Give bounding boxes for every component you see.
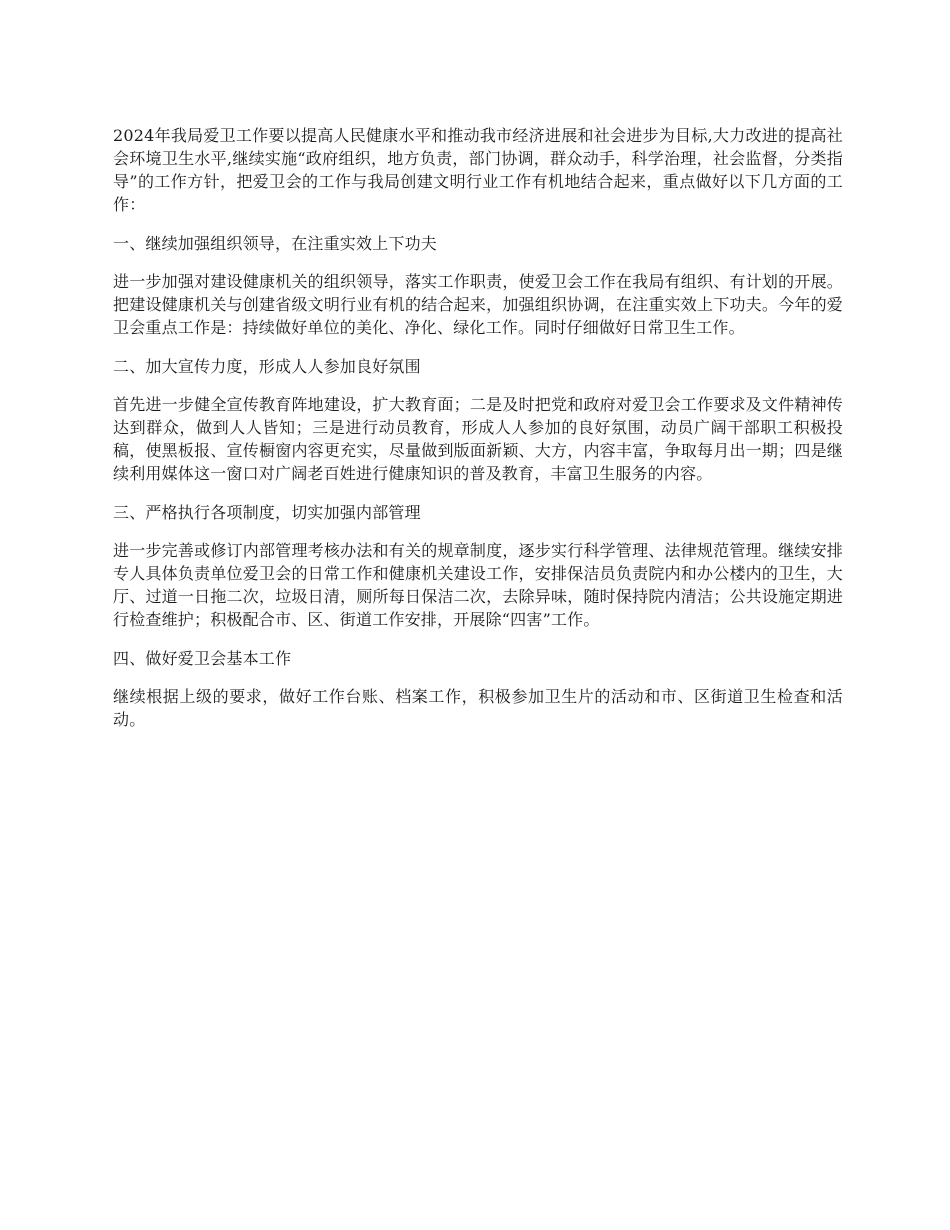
- section-2-body: 首先进一步健全宣传教育阵地建设，扩大教育面；二是及时把党和政府对爱卫会工作要求及文件精神传达到群众，做到人人皆知；三是进行动员教育，形成人人参加的良好氛围，动员广阔干部职工积极投稿，使黑板报、宣传橱窗内容更充实，尽量做到版面新颖、大方，内容丰富，争取每月出一期；四是继续利用媒体这一窗口对广阔老百姓进行健康知识的普及教育，丰富卫生服务的内容。: [113, 395, 843, 483]
- intro-paragraph: 2024年我局爱卫工作要以提高人民健康水平和推动我市经济进展和社会进步为目标,大力改进的提高社会环境卫生水平,继续实施“政府组织，地方负责，部门协调，群众动手，科学治理，社会监督，分类指导”的工作方针，把爱卫会的工作与我局创建文明行业工作有机地结合起来，重点做好以下几方面的工作：: [113, 126, 843, 214]
- section-3-heading: 三、严格执行各项制度，切实加强内部管理: [113, 503, 421, 522]
- section-4-heading: 四、做好爱卫会基本工作: [113, 649, 292, 668]
- section-1-heading: 一、继续加强组织领导，在注重实效上下功夫: [113, 234, 438, 253]
- section-3-body: 进一步完善或修订内部管理考核办法和有关的规章制度，逐步实行科学管理、法律规范管理。继续安排专人具体负责单位爱卫会的日常工作和健康机关建设工作，安排保洁员负责院内和办公楼内的卫生，大厅、过道一日拖二次，垃圾日清，厕所每日保洁二次，去除异味，随时保持院内清洁；公共设施定期进行检查维护；积极配合市、区、街道工作安排，开展除“四害”工作。: [113, 541, 843, 629]
- document-page: [113, 124, 843, 747]
- section-1-body: 进一步加强对建设健康机关的组织领导，落实工作职责，使爱卫会工作在我局有组织、有计划的开展。把建设健康机关与创建省级文明行业有机的结合起来，加强组织协调，在注重实效上下功夫。今年的爱卫会重点工作是：持续做好单位的美化、净化、绿化工作。同时仔细做好日常卫生工作。: [113, 272, 843, 337]
- section-2-heading: 二、加大宣传力度，形成人人参加良好氛围: [113, 357, 421, 376]
- section-4-body: 继续根据上级的要求，做好工作台账、档案工作，积极参加卫生片的活动和市、区街道卫生检查和活动。: [113, 687, 843, 729]
